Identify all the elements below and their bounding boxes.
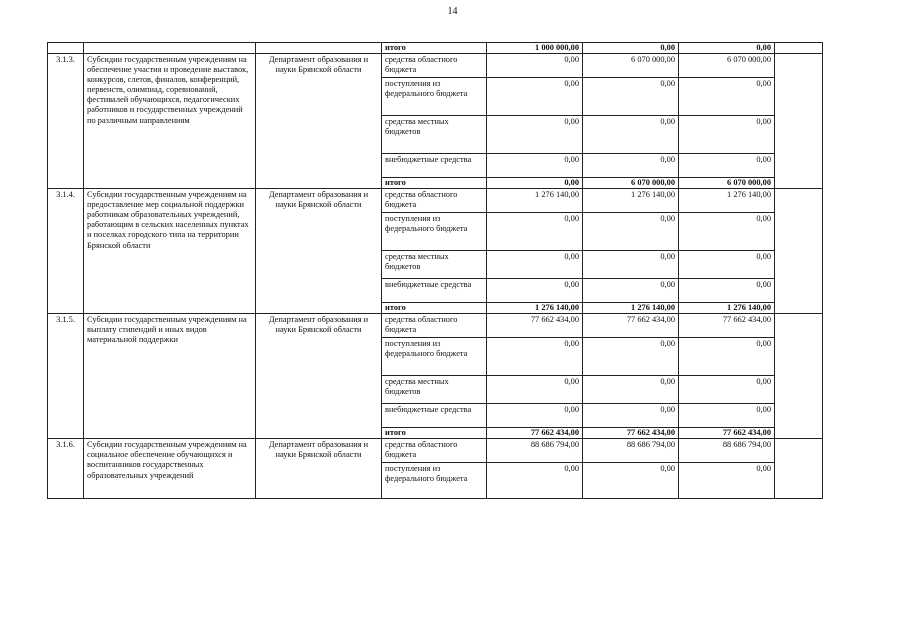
- funding-source: внебюджетные средства: [382, 279, 487, 303]
- item-title: Субсидии государственным учреждениям на предоставление мер социальной поддержки работникам образовательных учреждений, работающим в сельских населенных пунктах и поселках городского типа на территории Брянской области: [84, 189, 256, 314]
- item-department: Департамент образования и науки Брянской области: [256, 54, 382, 189]
- item-title: Субсидии государственным учреждениям на обеспечение участия и проведение выставок, конкурсов, слетов, финалов, конференций, первенств, олимпиад, соревнований, фестивалей обучающихся, педагогических работников и государственных учреждений по различным направлениям: [84, 54, 256, 189]
- value-cell: 0,00: [583, 376, 679, 404]
- funding-source: внебюджетные средства: [382, 404, 487, 428]
- value-cell: 0,00: [679, 43, 775, 54]
- total-value: 0,00: [487, 178, 583, 189]
- empty-cell: [775, 439, 823, 499]
- total-value: 1 276 140,00: [583, 303, 679, 314]
- value-cell: 0,00: [679, 78, 775, 116]
- value-cell: 0,00: [679, 338, 775, 376]
- value-cell: 0,00: [487, 251, 583, 279]
- funding-source: средства областного бюджета: [382, 189, 487, 213]
- item-code: 3.1.5.: [48, 314, 84, 439]
- value-cell: 0,00: [487, 463, 583, 499]
- total-label: итого: [382, 303, 487, 314]
- value-cell: 6 070 000,00: [679, 54, 775, 78]
- funding-source: средства местных бюджетов: [382, 376, 487, 404]
- empty-cell: [775, 43, 823, 54]
- total-value: 77 662 434,00: [583, 428, 679, 439]
- value-cell: 0,00: [583, 154, 679, 178]
- value-cell: 0,00: [487, 404, 583, 428]
- code-cell: [48, 43, 84, 54]
- value-cell: 0,00: [679, 279, 775, 303]
- funding-source: поступления из федерального бюджета: [382, 213, 487, 251]
- dept-cell: [256, 43, 382, 54]
- empty-cell: [775, 314, 823, 439]
- item-department: Департамент образования и науки Брянской области: [256, 314, 382, 439]
- item-department: Департамент образования и науки Брянской области: [256, 189, 382, 314]
- empty-cell: [775, 54, 823, 189]
- value-cell: 0,00: [487, 279, 583, 303]
- value-cell: 1 276 140,00: [487, 189, 583, 213]
- table-row: [48, 54, 823, 78]
- funding-source: поступления из федерального бюджета: [382, 78, 487, 116]
- empty-cell: [775, 189, 823, 314]
- value-cell: 0,00: [679, 376, 775, 404]
- item-code: 3.1.3.: [48, 54, 84, 189]
- funding-source: средства местных бюджетов: [382, 251, 487, 279]
- value-cell: 77 662 434,00: [487, 314, 583, 338]
- item-code: 3.1.4.: [48, 189, 84, 314]
- value-cell: 0,00: [487, 116, 583, 154]
- value-cell: 0,00: [583, 463, 679, 499]
- funding-source: средства областного бюджета: [382, 314, 487, 338]
- item-code: 3.1.6.: [48, 439, 84, 499]
- table-row-top-total: [48, 43, 823, 54]
- value-cell: 1 276 140,00: [679, 189, 775, 213]
- total-label: итого: [382, 178, 487, 189]
- value-cell: 0,00: [679, 251, 775, 279]
- table-row: [48, 189, 823, 213]
- total-value: 77 662 434,00: [679, 428, 775, 439]
- value-cell: 0,00: [487, 154, 583, 178]
- value-cell: 1 000 000,00: [487, 43, 583, 54]
- value-cell: 0,00: [487, 78, 583, 116]
- total-value: 1 276 140,00: [679, 303, 775, 314]
- page-number: 14: [447, 6, 458, 17]
- value-cell: 0,00: [583, 279, 679, 303]
- funding-source: поступления из федерального бюджета: [382, 463, 487, 499]
- value-cell: 0,00: [679, 154, 775, 178]
- funding-source: поступления из федерального бюджета: [382, 338, 487, 376]
- funding-source: средства областного бюджета: [382, 439, 487, 463]
- value-cell: 0,00: [487, 376, 583, 404]
- value-cell: 0,00: [679, 116, 775, 154]
- value-cell: 0,00: [583, 404, 679, 428]
- total-value: 1 276 140,00: [487, 303, 583, 314]
- source-cell: итого: [382, 43, 487, 54]
- budget-table: [47, 42, 823, 499]
- value-cell: 0,00: [583, 338, 679, 376]
- total-value: 77 662 434,00: [487, 428, 583, 439]
- value-cell: 0,00: [679, 463, 775, 499]
- value-cell: 77 662 434,00: [679, 314, 775, 338]
- item-title: Субсидии государственным учреждениям на социальное обеспечение обучающихся и воспитанников государственных образовательных учреждений: [84, 439, 256, 499]
- table-row: [48, 439, 823, 463]
- value-cell: 77 662 434,00: [583, 314, 679, 338]
- value-cell: 0,00: [487, 54, 583, 78]
- value-cell: 88 686 794,00: [679, 439, 775, 463]
- value-cell: 88 686 794,00: [487, 439, 583, 463]
- value-cell: 0,00: [679, 404, 775, 428]
- funding-source: средства областного бюджета: [382, 54, 487, 78]
- total-value: 6 070 000,00: [583, 178, 679, 189]
- value-cell: 0,00: [583, 43, 679, 54]
- value-cell: 0,00: [583, 78, 679, 116]
- funding-source: внебюджетные средства: [382, 154, 487, 178]
- funding-source: средства местных бюджетов: [382, 116, 487, 154]
- value-cell: 0,00: [487, 213, 583, 251]
- value-cell: 0,00: [583, 251, 679, 279]
- total-label: итого: [382, 428, 487, 439]
- value-cell: 88 686 794,00: [583, 439, 679, 463]
- title-cell: [84, 43, 256, 54]
- value-cell: 0,00: [583, 213, 679, 251]
- value-cell: 0,00: [583, 116, 679, 154]
- item-department: Департамент образования и науки Брянской области: [256, 439, 382, 499]
- total-value: 6 070 000,00: [679, 178, 775, 189]
- table-row: [48, 314, 823, 338]
- item-title: Субсидии государственным учреждениям на выплату стипендий и иных видов материальной поддержки: [84, 314, 256, 439]
- value-cell: 0,00: [487, 338, 583, 376]
- value-cell: 6 070 000,00: [583, 54, 679, 78]
- value-cell: 0,00: [679, 213, 775, 251]
- value-cell: 1 276 140,00: [583, 189, 679, 213]
